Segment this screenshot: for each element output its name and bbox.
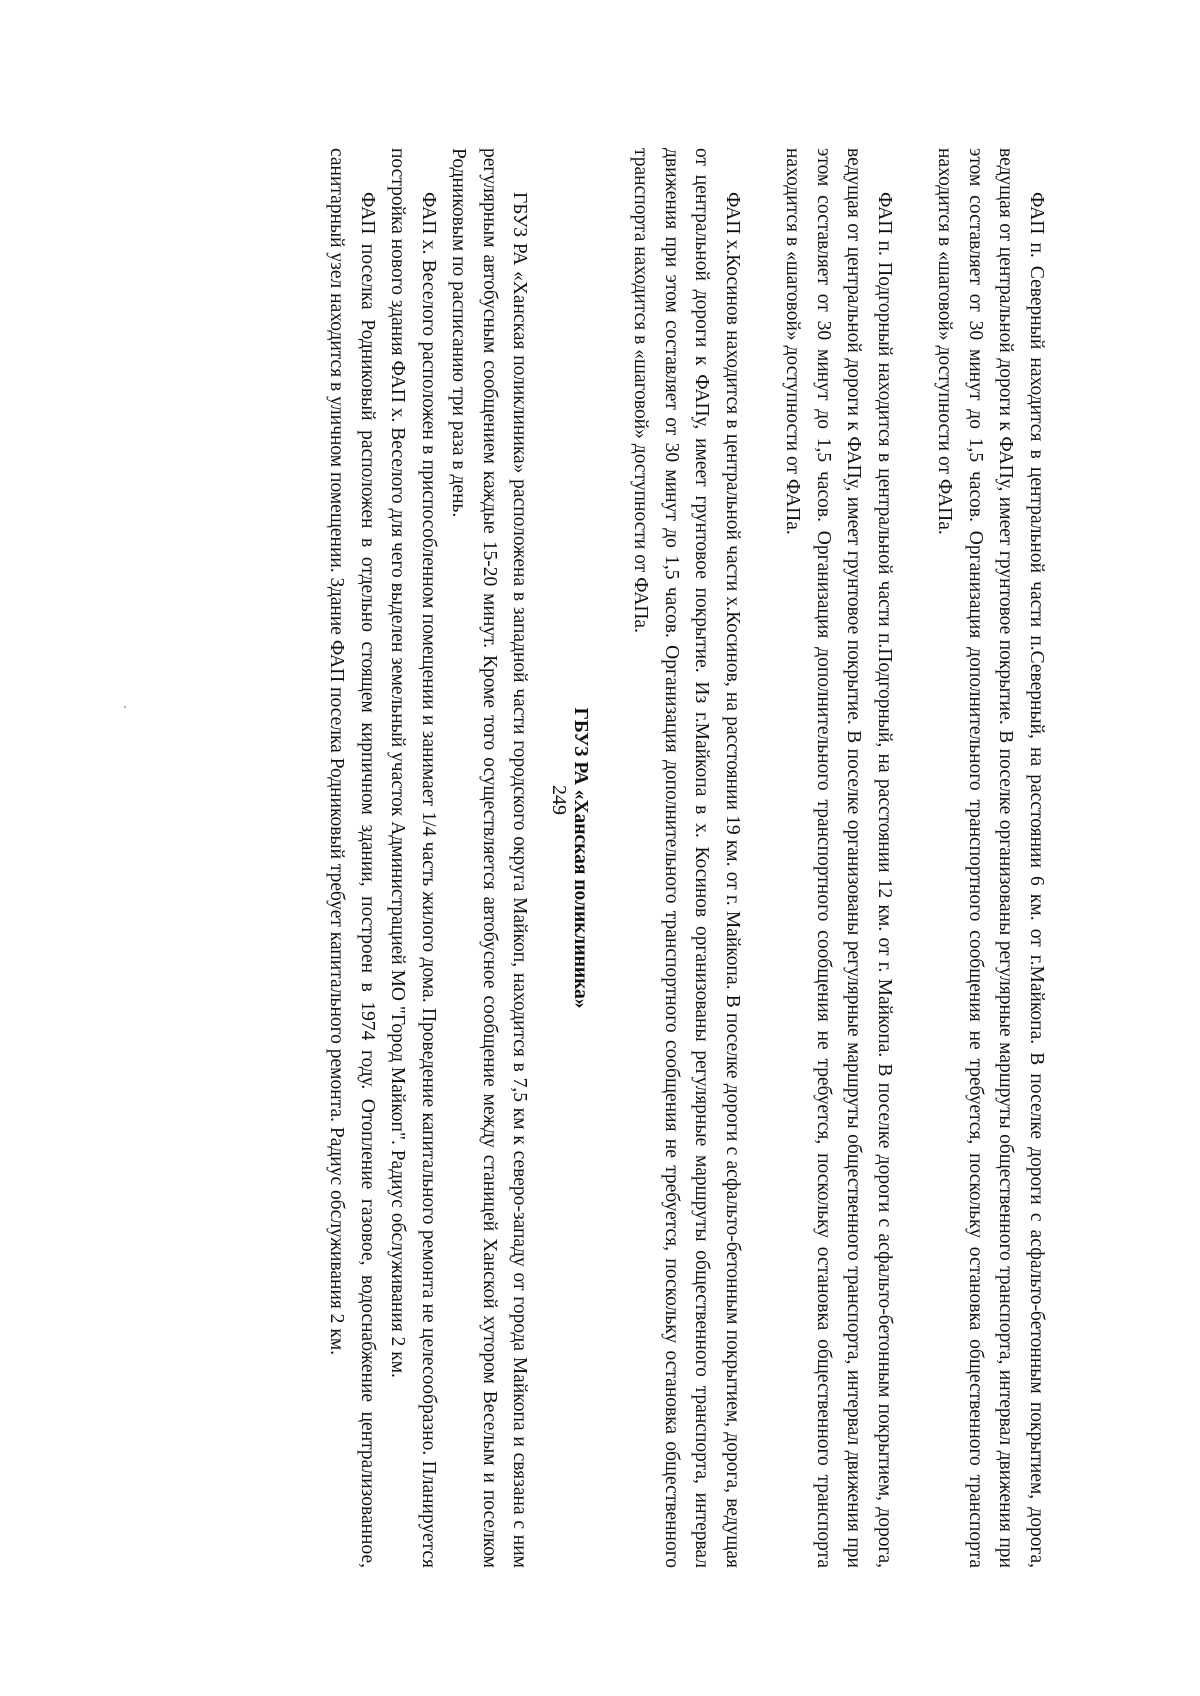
paragraph-fap-severny: ФАП п. Северный находится в центральной части п.Северный, на расстоянии 6 км. от г.Майкопа. В поселке дороги с асфальто-бетонным покрытием, дорога, ведущая от центральной дороги к ФАПу, имеет грунтовое покрытие. В поселке организованы регулярные маршруты общественного транспорта, интервал движения при этом составляет от 30 минут до 1,5 часов. Организация дополнительного транспортного сообщения не требуется, поскольку остановка общественного транспорта находится в «шаговой» доступности от ФАПа. [934, 148, 1047, 1568]
paragraph-gap [899, 148, 929, 1568]
page-number: 249 [548, 785, 570, 815]
paragraph-khanskaya-clinic: ГБУЗ РА «Ханская поликлиника» расположена в западной части городского округа Майкоп, находится в 7,5 км к северо-западу от города Майкопа и связана с ним регулярным автобусным сообщением каждые 15-20 минут. Кроме того осуществляется автобусное сообщение между станицей Ханской хутором Веселым и поселком Родниковым по расписанию три раза в день. [448, 148, 531, 1568]
paragraph-gap [595, 148, 625, 1568]
paragraph-fap-vesely: ФАП х. Веселого расположен в приспособленном помещении и занимает 1/4 часть жилого дома. Проведение капитального ремонта не целесообразно. Планируется постройка нового здания ФАП х. Веселого для чего выделен земельный участок Администрацией МО "Город Майкоп". Радиус обслуживания 2 км. [387, 148, 439, 1568]
scan-speck [124, 706, 126, 708]
paragraph-gap [747, 148, 777, 1568]
section-title: ГБУЗ РА «Ханская поликлиника» [570, 707, 591, 1009]
paragraph-fap-kosinov: ФАП х.Косинов находится в центральной части х.Косинов, на расстоянии 19 км. от г. Майкопа. В поселке дороги с асфальто-бетонным покрытием, дорога, ведущая от центральной дороги к ФАПу, имеет грунтовое покрытие. Из г.Майкопа в х. Косинов организованы регулярные маршруты общественного транспорта, интервал движения при этом составляет от 30 минут до 1,5 часов. Организация дополнительного транспортного сообщения не требуется, поскольку остановка общественного транспорта находится в «шаговой» доступности от ФАПа. [630, 148, 743, 1568]
paragraph-fap-podgorny: ФАП п. Подгорный находится в центральной части п.Подгорный, на расстоянии 12 км. от г. Майкопа. В поселке дороги с асфальто-бетонным покрытием, дорога, ведущая от центральной дороги к ФАПу, имеет грунтовое покрытие. В поселке организованы регулярные маршруты общественного транспорта, интервал движения при этом составляет от 30 минут до 1,5 часов. Организация дополнительного транспортного сообщения не требуется, поскольку остановка общественного транспорта находится в «шаговой» доступности от ФАПа. [782, 148, 895, 1568]
paragraph-gap [535, 148, 565, 1568]
page-content [191, 148, 1051, 1568]
paragraph-fap-rodnikovy: ФАП поселка Родниковый расположен в отдельно стоящем кирпичном здании, построен в 1974 году. Отопление газовое, водоснабжение централизованное, санитарный узел находится в уличном помещении. Здание ФАП поселка Родниковый требует капитального ремонта. Радиус обслуживания 2 км. [326, 148, 378, 1568]
